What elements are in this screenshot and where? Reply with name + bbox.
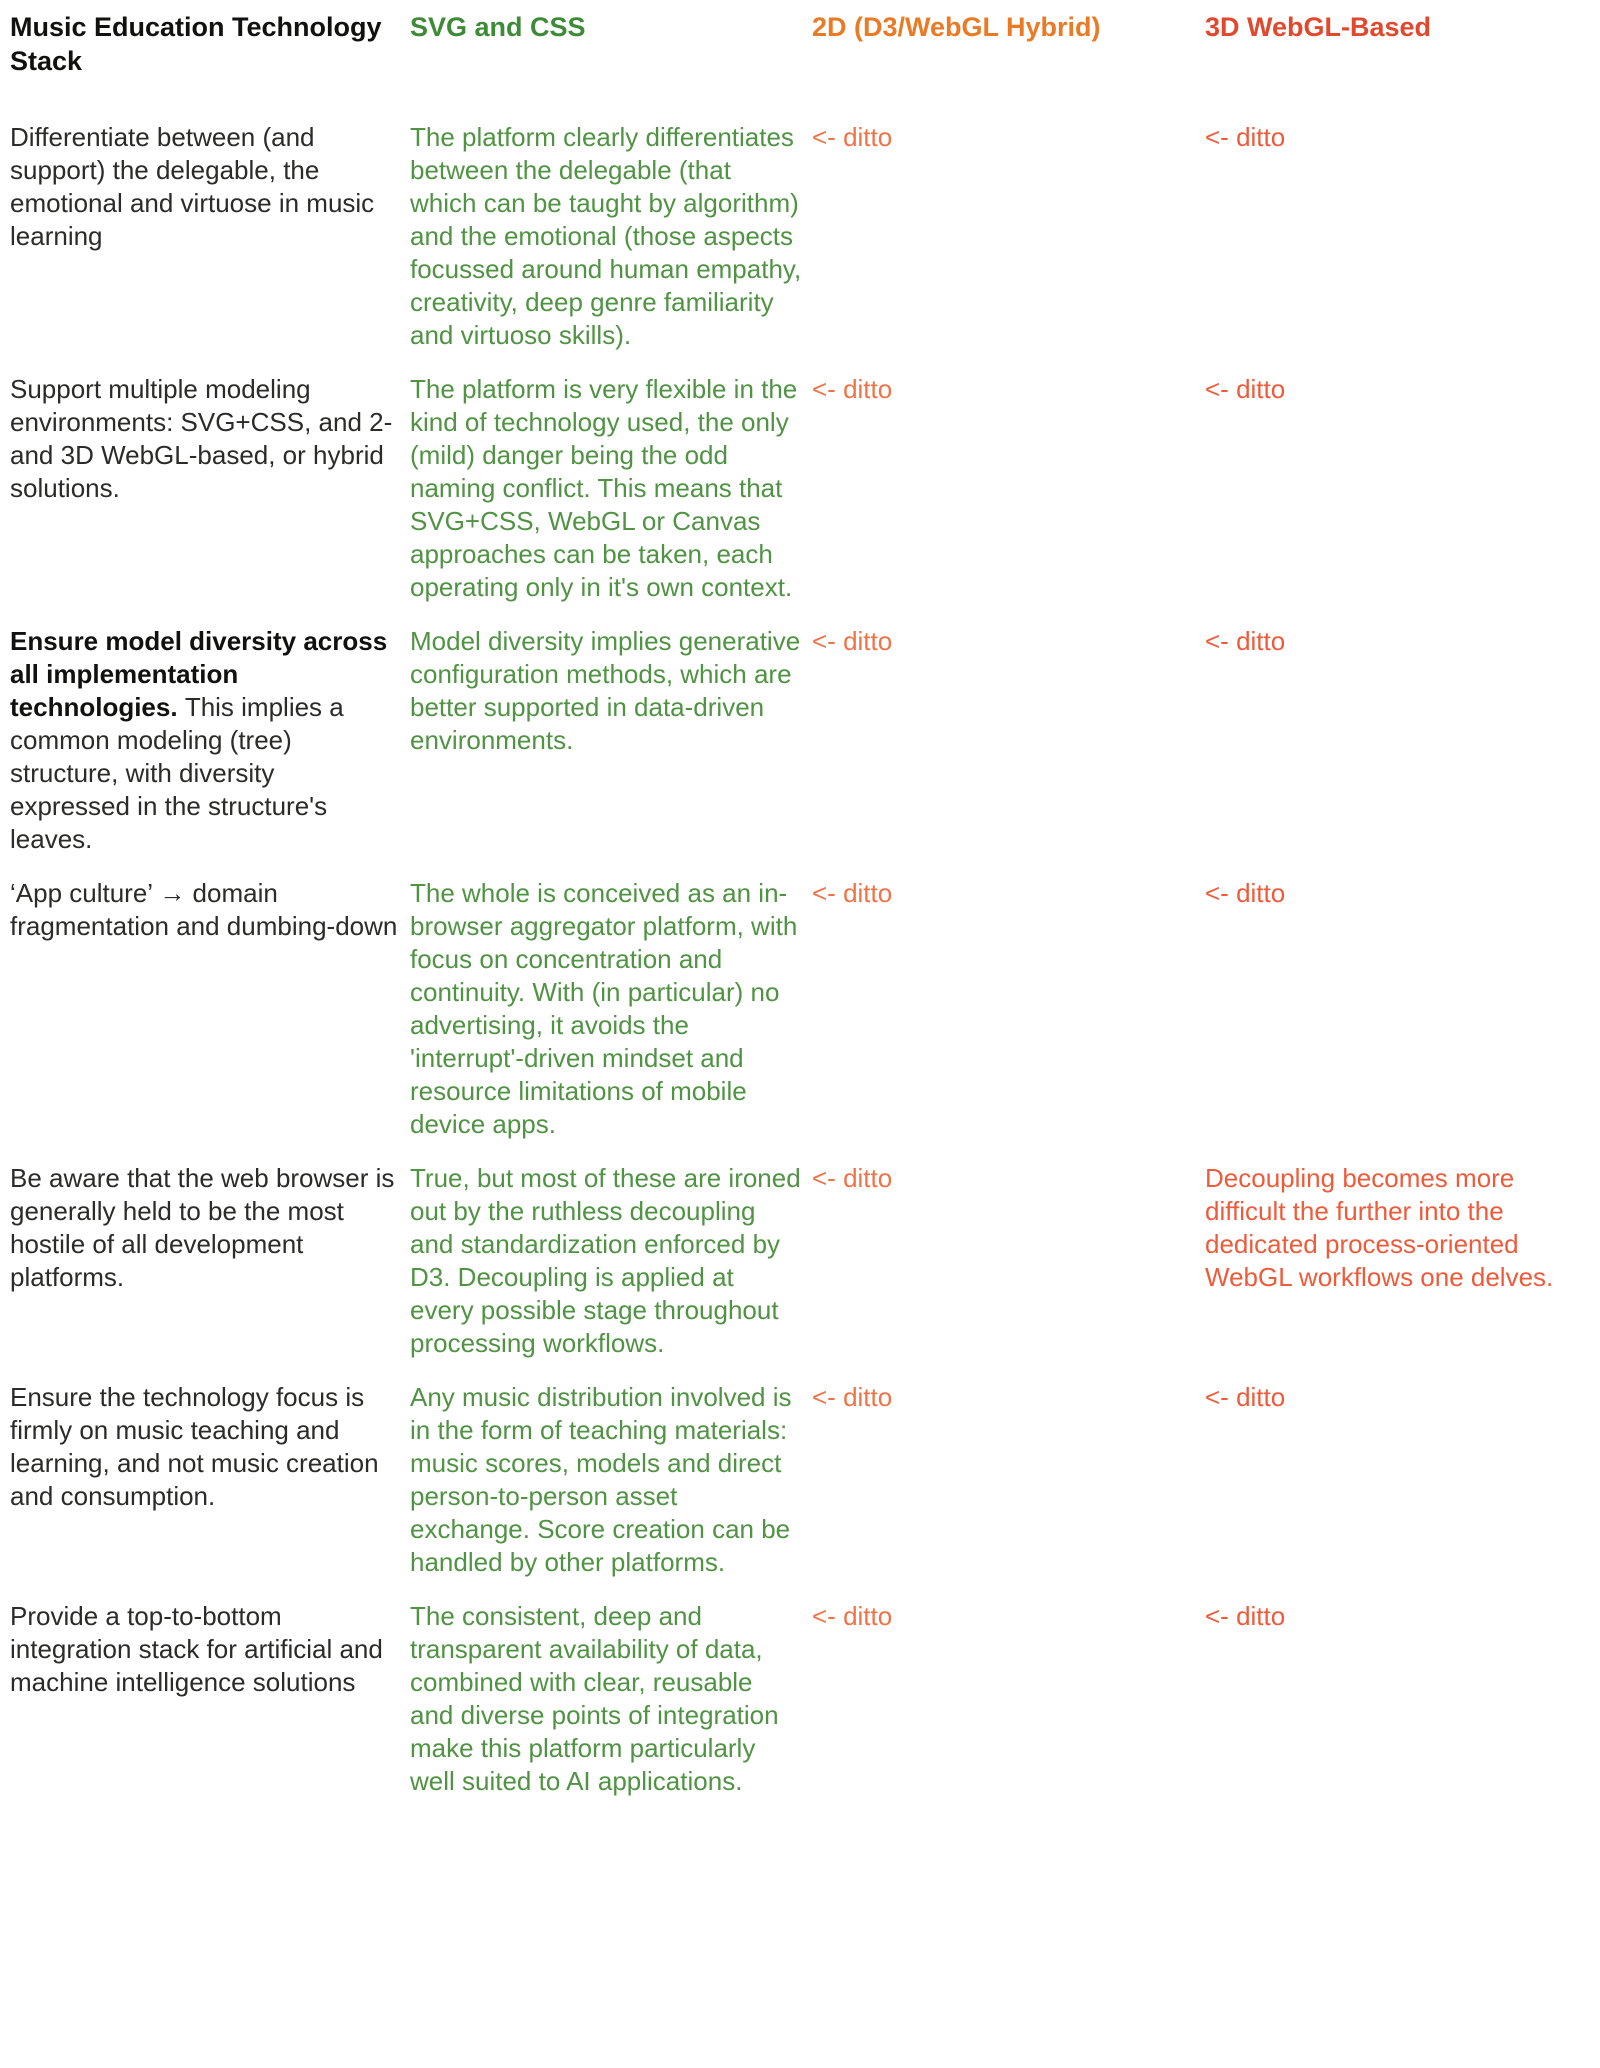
hybrid-2d-ditto: <- ditto [812,122,893,152]
webgl-3d-ditto: <- ditto [1205,626,1286,656]
webgl-3d-ditto: <- ditto [1205,1382,1286,1412]
webgl-3d-ditto: <- ditto [1205,878,1286,908]
requirement-cell [10,121,410,352]
svg-css-cell: The platform clearly differentiates between the delegable (that which can be taught by algorithm) and the emotional (those aspects focussed around human empathy, creativity, deep genre familiarity and virtuoso skills). [410,122,802,350]
requirement-text: Provide a top-to-bottom integration stack for artificial and machine intelligence solutions [10,1601,383,1697]
hybrid-2d-ditto: <- ditto [812,374,893,404]
requirement-text: ‘App culture’ → domain fragmentation and dumbing-down [10,878,398,941]
svg-css-cell: True, but most of these are ironed out by the ruthless decoupling and standardization enforced by D3. Decoupling is applied at every possible stage throughout processing workflows. [410,1163,801,1358]
svg-css-cell: Any music distribution involved is in the form of teaching materials: music scores, models and direct person-to-person asset exchange. Score creation can be handled by other platforms. [410,1382,792,1577]
svg-css-cell: The consistent, deep and transparent availability of data, combined with clear, reusable and diverse points of integration make this platform particularly well suited to AI applications. [410,1601,779,1796]
column-header-svg-css: SVG and CSS [410,12,586,42]
column-header-2d-hybrid: 2D (D3/WebGL Hybrid) [812,12,1101,42]
column-header-stack: Music Education Technology Stack [10,12,382,76]
hybrid-2d-ditto: <- ditto [812,1163,893,1193]
column-header-3d-webgl: 3D WebGL-Based [1205,12,1432,42]
hybrid-2d-ditto: <- ditto [812,878,893,908]
webgl-3d-ditto: <- ditto [1205,374,1286,404]
requirement-bold-text: Ensure model diversity across all implementation technologies. [10,626,388,722]
requirement-text: This implies a common modeling (tree) structure, with diversity expressed in the structure's leaves. [10,692,344,854]
requirement-text: Support multiple modeling environments: SVG+CSS, and 2- and 3D WebGL-based, or hybrid solutions. [10,374,393,503]
webgl-3d-ditto: <- ditto [1205,1601,1286,1631]
webgl-3d-note: Decoupling becomes more difficult the further into the dedicated process-oriented WebGL workflows one delves. [1205,1163,1554,1292]
requirement-text: Be aware that the web browser is generally held to be the most hostile of all development platforms. [10,1163,395,1292]
svg-css-cell: Model diversity implies generative configuration methods, which are better supported in data-driven environments. [410,626,801,755]
requirement-cell [10,625,410,856]
requirement-text: Ensure the technology focus is firmly on music teaching and learning, and not music creation and consumption. [10,1382,379,1511]
requirement-cell [10,1381,410,1579]
svg-css-cell: The platform is very flexible in the kind of technology used, the only (mild) danger being the odd naming conflict. This means that SVG+CSS, WebGL or Canvas approaches can be taken, each operating only in it's own context. [410,374,798,602]
requirement-cell [10,373,410,604]
webgl-3d-ditto: <- ditto [1205,122,1286,152]
requirement-cell [10,1162,410,1360]
requirement-text: Differentiate between (and support) the delegable, the emotional and virtuose in music learning [10,122,375,251]
svg-css-cell: The whole is conceived as an in-browser aggregator platform, with focus on concentration and continuity. With (in particular) no advertising, it avoids the 'interrupt'-driven mindset and resource limitations of mobile device apps. [410,878,798,1139]
requirement-cell [10,1600,410,1798]
requirement-cell [10,877,410,1141]
hybrid-2d-ditto: <- ditto [812,626,893,656]
hybrid-2d-ditto: <- ditto [812,1601,893,1631]
hybrid-2d-ditto: <- ditto [812,1382,893,1412]
